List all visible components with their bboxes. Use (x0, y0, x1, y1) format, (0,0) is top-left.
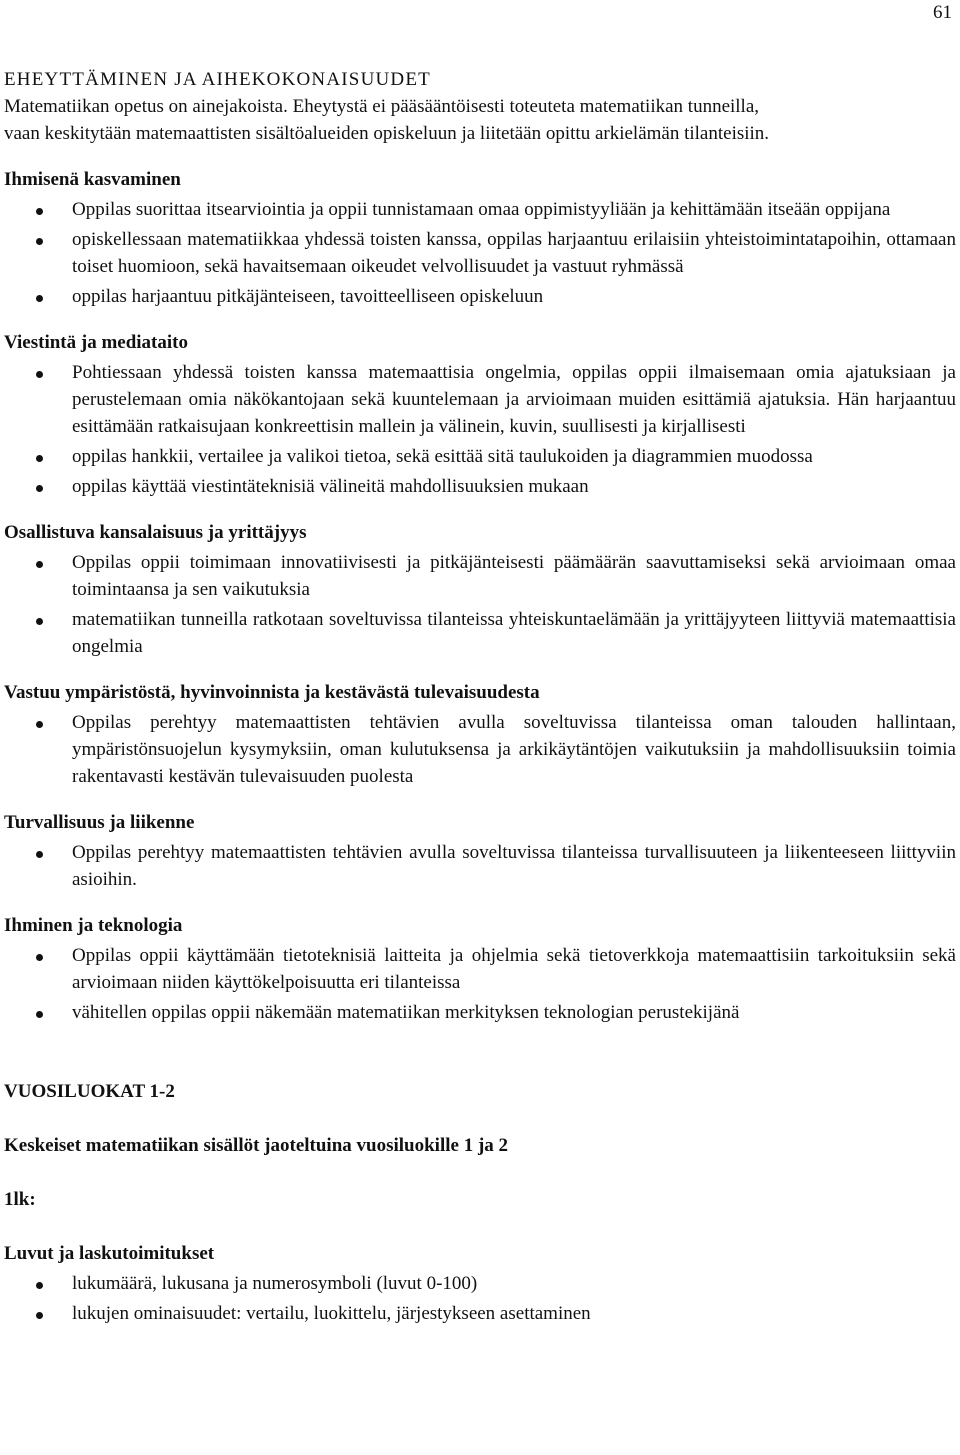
intro-line: vaan keskitytään matemaattisten sisältöalueiden opiskeluun ja liitetään opittu arkielämän tilanteisiin. (4, 123, 770, 144)
section-title: Ihmisenä kasvaminen (4, 169, 181, 190)
bullet-icon (36, 721, 43, 728)
section-vastuu-ymparistosta (4, 679, 956, 790)
section-viestinta (4, 329, 956, 500)
vuosiluokat-title: VUOSILUOKAT 1-2 (4, 1081, 175, 1102)
section-title: Osallistuva kansalaisuus ja yrittäjyys (4, 522, 307, 543)
bullet-list (4, 709, 956, 790)
list-item: matematiikan tunneilla ratkotaan soveltuvissa tilanteissa yhteiskuntaelämään ja yrittäjyyteen liittyviä matemaattisia ongelmia (4, 606, 956, 660)
bullet-icon (36, 851, 43, 858)
bullet-icon (36, 238, 43, 245)
bullet-icon (36, 208, 43, 215)
keskeiset-title: Keskeiset matematiikan sisällöt jaoteltuina vuosiluokille 1 ja 2 (4, 1135, 509, 1156)
list-item: oppilas käyttää viestintäteknisiä välineitä mahdollisuuksien mukaan (4, 473, 956, 500)
main-heading: EHEYTTÄMINEN JA AIHEKOKONAISUUDET (4, 69, 431, 90)
bullet-icon (36, 1011, 43, 1018)
bullet-icon (36, 561, 43, 568)
document-body (4, 66, 956, 1330)
list-item: Oppilas oppii käyttämään tietoteknisiä laitteita ja ohjelmia sekä tietoverkkoja matemaattisiin tarkoituksiin sekä arvioimaan niiden käyttökelpoisuutta eri tilanteissa (4, 942, 956, 996)
section-title: Turvallisuus ja liikenne (4, 812, 195, 833)
list-item: oppilas harjaantuu pitkäjänteiseen, tavoitteelliseen opiskeluun (4, 283, 956, 310)
bullet-list (4, 942, 956, 1026)
list-item: Oppilas oppii toimimaan innovatiivisesti ja pitkäjänteisesti päämäärän saavuttamiseksi sekä arvioimaan omaa toimintaansa ja sen vaikutuksia (4, 549, 956, 603)
list-item: Oppilas suorittaa itsearviointia ja oppii tunnistamaan omaa oppimistyyliään ja kehittämään itseään oppijana (4, 196, 956, 223)
bullet-list (4, 196, 956, 310)
section-title: Ihminen ja teknologia (4, 915, 183, 936)
list-item: Oppilas perehtyy matemaattisten tehtävien avulla soveltuvissa tilanteissa turvallisuuteen ja liikenteeseen liittyviin asioihin. (4, 839, 956, 893)
section-title: Viestintä ja mediataito (4, 332, 188, 353)
list-item: Oppilas perehtyy matemaattisten tehtävien avulla soveltuvissa tilanteissa oman talouden hallintaan, ympäristönsuojelun kysymyksiin, oman kulutuksensa ja arkikäytäntöjen vaikutuksiin ja mahdollisuuksiin toimia rakentavasti kestävän tulevaisuuden puolesta (4, 709, 956, 790)
list-item: lukumäärä, lukusana ja numerosymboli (luvut 0-100) (4, 1270, 956, 1297)
bullet-icon (36, 618, 43, 625)
bullet-icon (36, 1282, 43, 1289)
bullet-icon (36, 455, 43, 462)
grade-title: 1lk: (4, 1189, 36, 1210)
section-title: Vastuu ympäristöstä, hyvinvoinnista ja kestävästä tulevaisuudesta (4, 682, 540, 703)
bullet-icon (36, 1312, 43, 1319)
bullet-icon (36, 954, 43, 961)
bullet-list (4, 1270, 956, 1327)
intro-paragraph (4, 93, 956, 147)
list-item: oppilas hankkii, vertailee ja valikoi tietoa, sekä esittää sitä taulukoiden ja diagrammien muodossa (4, 443, 956, 470)
list-item: Pohtiessaan yhdessä toisten kanssa matemaattisia ongelmia, oppilas oppii ilmaisemaan omia ajatuksiaan ja perustelemaan omia näkökantojaan sekä kuuntelemaan ja arvioimaan muiden esittämiä ajatuksia. Hän harjaantuu esittämään ratkaisujaan konkreettisin mallein ja välinein, kuvin, suullisesti ja kirjallisesti (4, 359, 956, 440)
page-number: 61 (933, 2, 952, 23)
section-luvut (4, 1240, 956, 1327)
list-item: vähitellen oppilas oppii näkemään matematiikan merkityksen teknologian perustekijänä (4, 999, 956, 1026)
bullet-list (4, 359, 956, 500)
list-item: lukujen ominaisuudet: vertailu, luokittelu, järjestykseen asettaminen (4, 1300, 956, 1327)
bullet-icon (36, 295, 43, 302)
intro-line: Matematiikan opetus on ainejakoista. Eheytystä ei pääsääntöisesti toteuteta matematiikan tunneilla, (4, 96, 760, 117)
section-osallistuva-kansalaisuus (4, 519, 956, 660)
bullet-icon (36, 485, 43, 492)
bullet-icon (36, 371, 43, 378)
section-ihmisena-kasvaminen (4, 166, 956, 310)
section-turvallisuus (4, 809, 956, 893)
bullet-list (4, 839, 956, 893)
section-ihminen-teknologia (4, 912, 956, 1026)
list-item: opiskellessaan matematiikkaa yhdessä toisten kanssa, oppilas harjaantuu erilaisiin yhteistoimintatapoihin, ottamaan toiset huomioon, sekä havaitsemaan oikeudet velvollisuudet ja vastuut ryhmässä (4, 226, 956, 280)
bullet-list (4, 549, 956, 660)
section-title: Luvut ja laskutoimitukset (4, 1243, 215, 1264)
